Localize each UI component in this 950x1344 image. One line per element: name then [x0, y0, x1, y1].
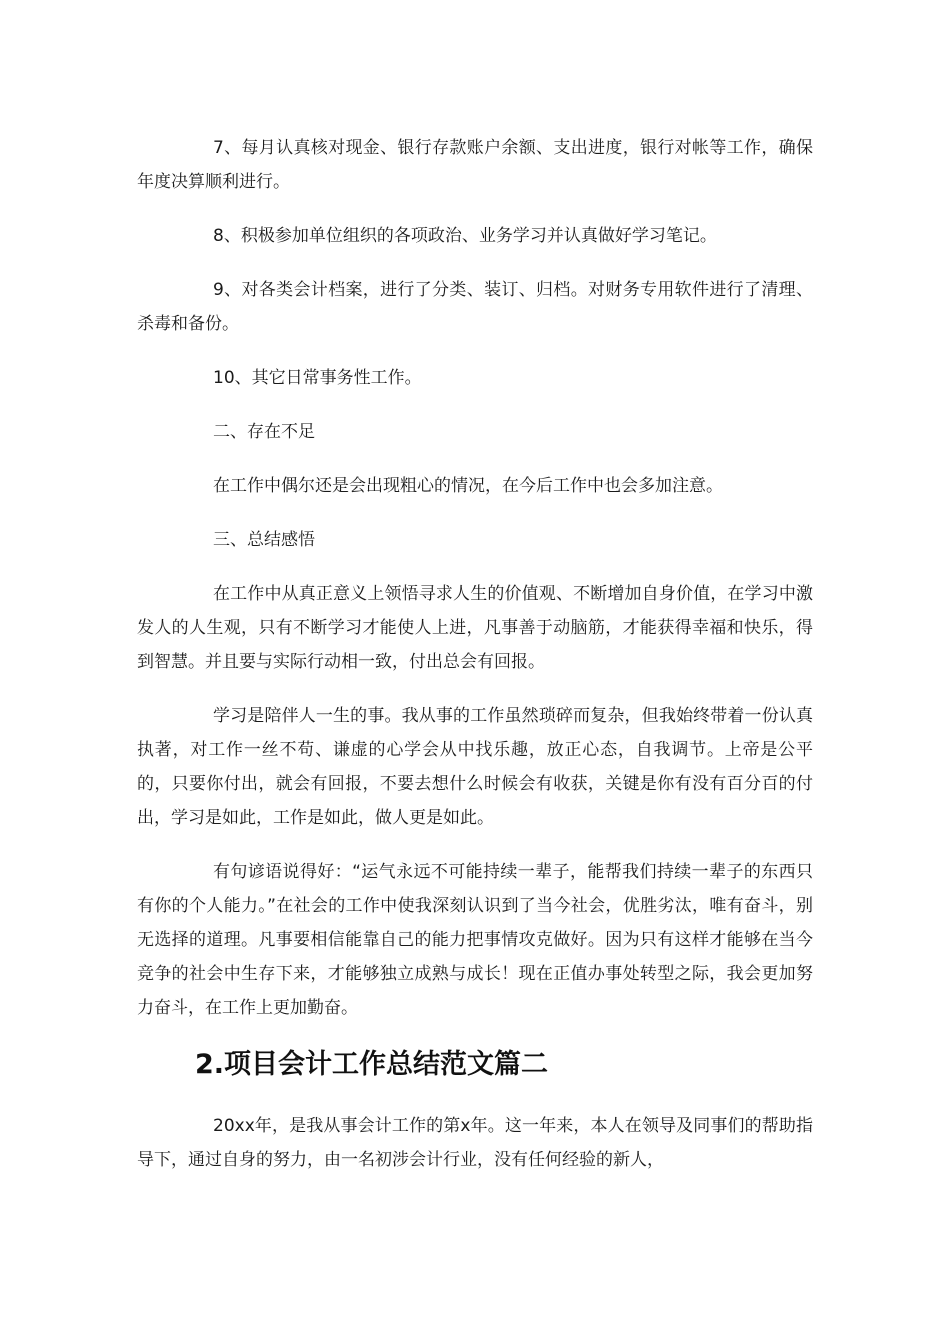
reflections-paragraph-2: 学习是陪伴人一生的事。我从事的工作虽然琐碎而复杂，但我始终带着一份认真执著，对工作一丝不苟、谦虚的心学会从中找乐趣，放正心态，自我调节。上帝是公平的，只要你付出，就会有回报，不要去想什么时候会有收获，关键是你有没有百分百的付出，学习是如此，工作是如此，做人更是如此。: [137, 706, 813, 828]
section-heading-reflections: 三、总结感悟: [213, 530, 315, 550]
paragraph-item-7: 7、每月认真核对现金、银行存款账户余额、支出进度，银行对帐等工作，确保年度决算顺利进行。: [137, 138, 813, 192]
paragraph-item-9: 9、对各类会计档案，进行了分类、装订、归档。对财务专用软件进行了清理、杀毒和备份。: [137, 280, 813, 334]
paragraph-item-8: 8、积极参加单位组织的各项政治、业务学习并认真做好学习笔记。: [213, 226, 717, 246]
shortcomings-paragraph: 在工作中偶尔还是会出现粗心的情况，在今后工作中也会多加注意。: [213, 476, 723, 496]
article-intro-paragraph: 20xx年，是我从事会计工作的第x年。这一年来，本人在领导及同事们的帮助指导下，通过自身的努力，由一名初涉会计行业，没有任何经验的新人，: [137, 1116, 813, 1170]
section-heading-shortcomings: 二、存在不足: [213, 422, 315, 442]
paragraph-item-10: 10、其它日常事务性工作。: [213, 368, 422, 388]
reflections-paragraph-1: 在工作中从真正意义上领悟寻求人生的价值观、不断增加自身价值，在学习中激发人的人生观，只有不断学习才能使人上进，凡事善于动脑筋，才能获得幸福和快乐，得到智慧。并且要与实际行动相一致，付出总会有回报。: [137, 584, 813, 672]
reflections-paragraph-3: 有句谚语说得好：“运气永远不可能持续一辈子，能帮我们持续一辈子的东西只有你的个人能力。”在社会的工作中使我深刻认识到了当今社会，优胜劣汰，唯有奋斗，别无选择的道理。凡事要相信能靠自己的能力把事情攻克做好。因为只有这样才能够在当今竞争的社会中生存下来，才能够独立成熟与成长！现在正值办事处转型之际，我会更加努力奋斗，在工作上更加勤奋。: [137, 862, 813, 1018]
document-body: [137, 131, 813, 1197]
article-heading: 2.项目会计工作总结范文篇二: [195, 1049, 549, 1080]
